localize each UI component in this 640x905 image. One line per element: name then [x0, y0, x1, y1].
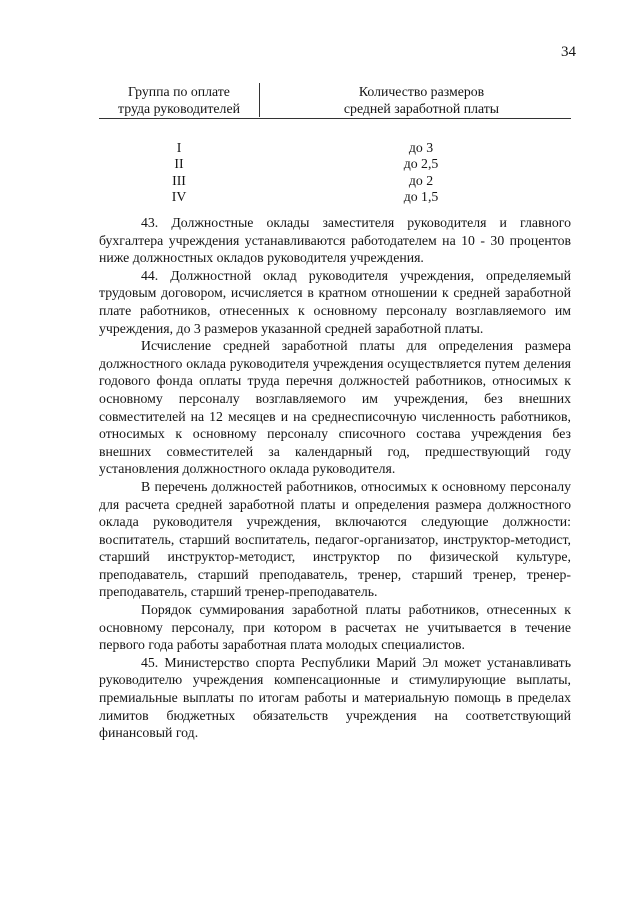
header-amount-column	[260, 83, 571, 117]
paragraph-44: 44. Должностной оклад руководителя учреждения, определяемый трудовым договором, исчисляется в кратном отношении к средней заработной плате работников, отнесенных к основному персоналу возглавляемого им учреждения, до 3 размеров указанной средней заработной платы.	[99, 267, 571, 336]
table-row	[99, 156, 571, 172]
header-amount-line: Количество размеров	[358, 84, 485, 99]
table-row	[99, 189, 571, 205]
group-cell: III	[172, 172, 186, 188]
salary-group-table	[99, 83, 571, 119]
header-amount-line: средней заработной платы	[343, 101, 500, 116]
group-cell: II	[174, 156, 184, 172]
paragraph-43: 43. Должностные оклады заместителя руководителя и главного бухгалтера учреждения устанавливаются работодателем на 10 - 30 процентов ниже должностных окладов руководителя учреждения.	[99, 215, 571, 266]
amount-cell: до 1,5	[403, 188, 439, 204]
header-group-line: Группа по оплате	[128, 84, 230, 99]
table-row	[99, 140, 571, 156]
amount-cell: до 2,5	[403, 156, 439, 172]
salary-group-rows	[99, 140, 571, 205]
group-cell: IV	[171, 188, 187, 204]
paragraph-positions-list: В перечень должностей работников, относимых к основному персоналу для расчета средней заработной платы и определения размера должностного оклада руководителя учреждения, включаются следующие должности: воспитатель, старший воспитатель, педагог-организатор, инструктор-методист, старший инструктор-методист, инструктор по физической культуре, преподаватель, старший преподаватель, тренер, старший тренер, тренер-преподаватель, старший тренер-преподаватель.	[99, 478, 571, 600]
table-row	[99, 173, 571, 189]
table-header-row	[99, 83, 571, 119]
amount-cell: до 3	[408, 140, 434, 155]
paragraph-average-salary-calculation: Исчисление средней заработной платы для определения размера должностного оклада руководителя учреждения осуществляется путем деления годового фонда оплаты труда перечня должностей работников, относимых к основному персоналу возглавляемого им учреждения, без внешних совместителей на 12 месяцев и на среднесписочную численность работников, относимых к основному персоналу списочного состава учреждения без внешних совместителей за календарный год, предшествующий году установления должностного оклада руководителя.	[99, 338, 571, 477]
document-body	[99, 214, 571, 742]
paragraph-45: 45. Министерство спорта Республики Марий Эл может устанавливать руководителю учреждения компенсационные и стимулирующие выплаты, премиальные выплаты по итогам работы и материальную помощь в пределах лимитов бюджетных обязательств учреждения на соответствующий финансовый год.	[99, 654, 571, 741]
header-group-line: труда руководителей	[118, 101, 240, 116]
header-group-column	[99, 83, 260, 117]
page-number: 34	[561, 44, 576, 60]
paragraph-summation-procedure: Порядок суммирования заработной платы работников, отнесенных к основному персоналу, при котором в расчетах не учитывается в течение первого года работы заработная плата молодых специалистов.	[99, 602, 571, 653]
amount-cell: до 2	[408, 172, 434, 188]
group-cell: I	[176, 140, 182, 155]
